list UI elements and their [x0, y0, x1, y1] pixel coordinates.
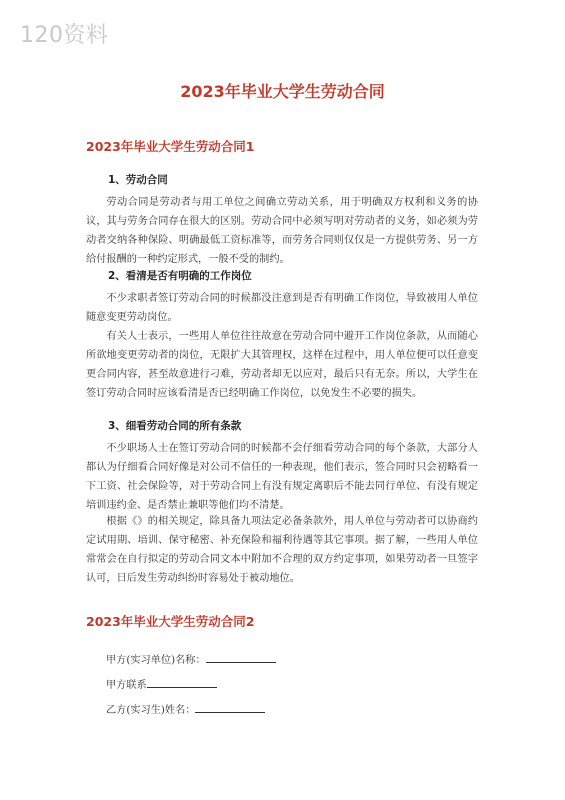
paragraph-labor-contract: 劳动合同是劳动者与用工单位之间确立劳动关系，用于明确双方权利和义务的协议，其与劳务合同存在很大的区别。劳动合同中必须写明对劳动者的义务，如必须为劳动者交纳各种保险、明确最低工资标准等，而劳务合同则仅仅是一方提供劳务、另一方给付报酬的一种约定形式，一般不受的制约。: [86, 197, 478, 265]
field-party-a-contact: [106, 676, 217, 691]
field-party-b-name: [106, 701, 265, 716]
paragraph-contract-terms-1: 不少职场人士在签订劳动合同的时候都不会仔细看劳动合同的每个条款，大部分人都认为仔细看合同好像是对公司不信任的一种表现，他们表示，签合同时只会初略看一下工资、社会保险等，对于劳动合同上有没有规定离职后不能去同行单位、有没有规定培训违约金、是否禁止兼职等他们均不清楚。: [86, 443, 478, 511]
subheading-labor-contract: 1、劳动合同: [108, 174, 168, 186]
paragraph-job-position-1: 不少求职者签订劳动合同的时候都没注意到是否有明确工作岗位，导致被用人单位随意变更劳动岗位。: [86, 293, 478, 323]
field-label: 甲方联系: [106, 680, 147, 691]
blank-line: [206, 651, 276, 663]
paragraph-job-position-2: 有关人士表示，一些用人单位往往故意在劳动合同中避开工作岗位条款，从而随心所欲地变更劳动者的岗位，无限扩大其管理权，这样在过程中，用人单位便可以任意变更合同内容，甚至故意进行刁难，劳动者却无以应对，最后只有无奈。所以，大学生在签订劳动合同时应该看清是否已经明确工作岗位，以免发生不必要的损失。: [86, 331, 478, 399]
field-label: 乙方(实习生)姓名：: [106, 705, 196, 716]
subheading-job-position: 2、看清是否有明确的工作岗位: [108, 270, 252, 282]
document-title: 2023年毕业大学生劳动合同: [180, 82, 385, 101]
section-2-heading: 2023年毕业大学生劳动合同2: [86, 614, 255, 629]
watermark: 120资料: [20, 23, 109, 48]
section-1-heading: 2023年毕业大学生劳动合同1: [86, 139, 255, 154]
paragraph-contract-terms-2: 根据《》的相关规定，除具备九项法定必备条款外，用人单位与劳动者可以协商约定试用期、培训、保守秘密、补充保险和福利待遇等其它事项。据了解，一些用人单位常常会在自行拟定的劳动合同文本中附加不合理的双方约定事项，如果劳动者一旦签字认可，日后发生劳动纠纷时容易处于被动地位。: [86, 516, 478, 584]
subheading-contract-terms: 3、细看劳动合同的所有条款: [108, 420, 242, 432]
field-party-a-name: [106, 651, 276, 666]
blank-line: [195, 701, 265, 713]
blank-line: [147, 676, 217, 688]
field-label: 甲方(实习单位)名称：: [106, 655, 206, 666]
